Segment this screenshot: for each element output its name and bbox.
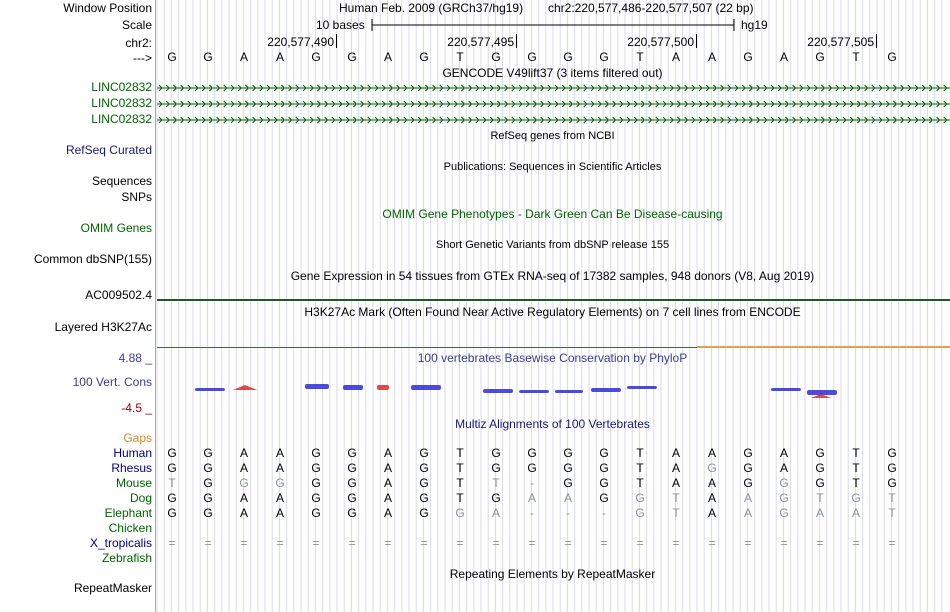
- phylop-score-glyph: [305, 384, 329, 389]
- aligned-base: G: [887, 461, 897, 475]
- aligned-base: T: [852, 476, 860, 490]
- aligned-base: G: [707, 461, 717, 475]
- phylop-track-label[interactable]: 100 Vert. Cons: [72, 375, 152, 389]
- aligned-base: G: [203, 476, 213, 490]
- dbsnp-track-title[interactable]: Short Genetic Variants from dbSNP release 155: [435, 239, 670, 251]
- species-label[interactable]: Dog: [129, 491, 152, 505]
- h3k27ac-signal-baseline: [157, 347, 697, 348]
- aligned-base: T: [492, 476, 500, 490]
- aligned-base: G: [347, 491, 357, 505]
- reference-base: A: [383, 50, 392, 64]
- reference-base: G: [815, 50, 825, 64]
- aligned-base: G: [599, 491, 609, 505]
- aligned-base: G: [491, 461, 501, 475]
- aligned-base: G: [635, 491, 645, 505]
- aligned-base: G: [419, 461, 429, 475]
- species-label[interactable]: Mouse: [115, 476, 152, 490]
- publications-snps-label[interactable]: SNPs: [121, 190, 152, 204]
- aligned-base: G: [347, 461, 357, 475]
- aligned-base: =: [384, 536, 392, 550]
- reference-base: G: [347, 50, 357, 64]
- aligned-base: A: [671, 446, 680, 460]
- aligned-base: T: [816, 491, 824, 505]
- aligned-base: G: [347, 506, 357, 520]
- omim-track-label[interactable]: OMIM Genes: [80, 221, 152, 235]
- aligned-base: =: [420, 536, 428, 550]
- repeatmasker-track-label[interactable]: RepeatMasker: [73, 581, 152, 595]
- aligned-base: T: [456, 476, 464, 490]
- gencode-gene-features[interactable]: [157, 80, 950, 128]
- aligned-base: G: [419, 446, 429, 460]
- aligned-base: A: [851, 506, 860, 520]
- aligned-base: G: [563, 446, 573, 460]
- aligned-base: G: [311, 461, 321, 475]
- phylop-track-title[interactable]: 100 vertebrates Basewise Conservation by PhyloP: [417, 351, 688, 365]
- strand-label: --->: [133, 51, 152, 65]
- phylop-score-glyph: [519, 390, 549, 393]
- reference-base: T: [636, 50, 644, 64]
- aligned-base: G: [491, 446, 501, 460]
- aligned-base: G: [275, 476, 285, 490]
- aligned-base: T: [852, 446, 860, 460]
- reference-base: G: [491, 50, 501, 64]
- aligned-base: G: [455, 506, 465, 520]
- aligned-base: G: [779, 491, 789, 505]
- coordinate-tick-label: 220,577,495: [447, 35, 514, 49]
- aligned-base: A: [707, 506, 716, 520]
- aligned-base: =: [492, 536, 500, 550]
- reference-base: T: [852, 50, 860, 64]
- aligned-base: A: [707, 476, 716, 490]
- reference-base: G: [167, 50, 177, 64]
- aligned-base: A: [779, 446, 788, 460]
- reference-base: G: [311, 50, 321, 64]
- phylop-min-label: -4.5 _: [121, 401, 152, 415]
- dbsnp-track-label[interactable]: Common dbSNP(155): [33, 252, 152, 266]
- aligned-base: =: [672, 536, 680, 550]
- aligned-base: G: [203, 446, 213, 460]
- chrom-label[interactable]: chr2:: [125, 36, 152, 50]
- species-label[interactable]: X_tropicalis: [89, 536, 152, 550]
- h3k27ac-signal-segment: [697, 346, 950, 348]
- gencode-item-label[interactable]: LINC02832: [91, 112, 152, 126]
- multiz-track-title[interactable]: Multiz Alignments of 100 Vertebrates: [455, 417, 650, 431]
- aligned-base: T: [888, 491, 896, 505]
- publications-sequences-label[interactable]: Sequences: [91, 174, 152, 188]
- aligned-base: G: [743, 446, 753, 460]
- aligned-base: =: [744, 536, 752, 550]
- aligned-base: G: [815, 446, 825, 460]
- aligned-base: A: [743, 506, 752, 520]
- aligned-base: G: [167, 446, 177, 460]
- species-label[interactable]: Chicken: [108, 521, 152, 535]
- aligned-base: -: [530, 506, 534, 520]
- aligned-base: T: [636, 461, 644, 475]
- species-label[interactable]: Rhesus: [111, 461, 152, 475]
- aligned-base: G: [815, 476, 825, 490]
- aligned-base: G: [419, 476, 429, 490]
- aligned-base: =: [780, 536, 788, 550]
- coordinate-tick-mark: [876, 34, 877, 48]
- reference-base: A: [779, 50, 788, 64]
- aligned-base: A: [707, 446, 716, 460]
- aligned-base: G: [311, 491, 321, 505]
- reference-base: G: [419, 50, 429, 64]
- aligned-base: A: [671, 461, 680, 475]
- aligned-base: =: [600, 536, 608, 550]
- aligned-base: A: [383, 461, 392, 475]
- aligned-base: A: [779, 461, 788, 475]
- coordinate-tick-label: 220,577,505: [807, 35, 874, 49]
- aligned-base: A: [383, 491, 392, 505]
- gtex-gene-bar[interactable]: [157, 299, 950, 301]
- aligned-base: =: [204, 536, 212, 550]
- aligned-base: G: [815, 461, 825, 475]
- coordinate-tick-mark: [516, 34, 517, 48]
- h3k27ac-track-label[interactable]: Layered H3K27Ac: [54, 320, 152, 334]
- aligned-base: G: [779, 476, 789, 490]
- aligned-base: T: [852, 461, 860, 475]
- aligned-base: T: [168, 476, 176, 490]
- aligned-base: G: [563, 476, 573, 490]
- scale-label[interactable]: Scale: [121, 18, 152, 32]
- scale-db: hg19: [741, 18, 768, 32]
- aligned-base: G: [311, 506, 321, 520]
- aligned-base: G: [635, 506, 645, 520]
- reference-base: G: [887, 50, 897, 64]
- coordinate-tick-mark: [336, 34, 337, 48]
- aligned-base: G: [743, 461, 753, 475]
- coordinate-tick-label: 220,577,500: [627, 35, 694, 49]
- aligned-base: A: [527, 491, 536, 505]
- aligned-base: =: [276, 536, 284, 550]
- aligned-base: G: [563, 461, 573, 475]
- aligned-base: G: [887, 446, 897, 460]
- gtex-track-title[interactable]: Gene Expression in 54 tissues from GTEx RNA-seq of 17382 samples, 948 donors (V8, Aug 2019): [290, 269, 815, 283]
- aligned-base: G: [419, 491, 429, 505]
- phylop-score-glyph: [483, 389, 513, 393]
- aligned-base: =: [312, 536, 320, 550]
- aligned-base: A: [275, 491, 284, 505]
- aligned-base: T: [456, 461, 464, 475]
- aligned-base: =: [348, 536, 356, 550]
- repeatmasker-track-title[interactable]: Repeating Elements by RepeatMasker: [449, 567, 656, 581]
- scale-bar: [370, 17, 736, 33]
- aligned-base: G: [743, 476, 753, 490]
- reference-base: G: [203, 50, 213, 64]
- aligned-base: G: [239, 476, 249, 490]
- phylop-score-glyph: [627, 386, 657, 389]
- aligned-base: G: [779, 506, 789, 520]
- aligned-base: -: [602, 506, 606, 520]
- refseq-track-title[interactable]: RefSeq genes from NCBI: [490, 130, 615, 142]
- coordinate-tick-mark: [696, 34, 697, 48]
- gtex-gene-label[interactable]: AC009502.4: [85, 288, 152, 302]
- aligned-base: G: [527, 461, 537, 475]
- aligned-base: T: [636, 446, 644, 460]
- aligned-base: T: [888, 506, 896, 520]
- aligned-base: G: [167, 491, 177, 505]
- phylop-score-glyph: [233, 385, 257, 390]
- aligned-base: G: [599, 446, 609, 460]
- h3k27ac-track-title[interactable]: H3K27Ac Mark (Often Found Near Active Regulatory Elements) on 7 cell lines from ENCODE: [304, 305, 801, 319]
- aligned-base: T: [672, 491, 680, 505]
- gencode-item-label[interactable]: LINC02832: [91, 80, 152, 94]
- reference-base: G: [563, 50, 573, 64]
- phylop-score-glyph: [343, 385, 363, 390]
- aligned-base: A: [239, 461, 248, 475]
- aligned-base: T: [672, 506, 680, 520]
- phylop-score-glyph: [411, 385, 441, 390]
- aligned-base: G: [203, 491, 213, 505]
- species-label[interactable]: Zebrafish: [101, 551, 152, 565]
- aligned-base: =: [852, 536, 860, 550]
- aligned-base: =: [708, 536, 716, 550]
- aligned-base: G: [599, 461, 609, 475]
- aligned-base: -: [530, 476, 534, 490]
- aligned-base: =: [528, 536, 536, 550]
- assembly-title: Human Feb. 2009 (GRCh37/hg19): [339, 1, 524, 15]
- aligned-base: =: [564, 536, 572, 550]
- refseq-track-label[interactable]: RefSeq Curated: [65, 143, 152, 157]
- aligned-base: G: [347, 476, 357, 490]
- reference-base: G: [599, 50, 609, 64]
- reference-base: A: [275, 50, 284, 64]
- aligned-base: G: [347, 446, 357, 460]
- aligned-base: A: [707, 491, 716, 505]
- aligned-base: G: [527, 446, 537, 460]
- gencode-item-label[interactable]: LINC02832: [91, 96, 152, 110]
- aligned-base: A: [275, 506, 284, 520]
- gencode-track-title[interactable]: GENCODE V49lift37 (3 items filtered out): [442, 66, 663, 80]
- species-label[interactable]: Human: [113, 446, 152, 460]
- aligned-base: A: [671, 476, 680, 490]
- aligned-base: G: [887, 476, 897, 490]
- publications-track-title[interactable]: Publications: Sequences in Scientific Articles: [443, 161, 662, 173]
- phylop-max-label: 4.88 _: [118, 351, 152, 365]
- reference-base: G: [527, 50, 537, 64]
- phylop-score-glyph: [807, 390, 837, 395]
- aligned-base: G: [311, 446, 321, 460]
- aligned-base: =: [240, 536, 248, 550]
- phylop-score-glyph: [555, 390, 583, 393]
- aligned-base: G: [203, 461, 213, 475]
- reference-base: A: [707, 50, 716, 64]
- aligned-base: A: [383, 476, 392, 490]
- aligned-base: A: [239, 491, 248, 505]
- position-range: chr2:220,577,486-220,577,507 (22 bp): [548, 1, 754, 15]
- aligned-base: T: [456, 446, 464, 460]
- aligned-base: =: [456, 536, 464, 550]
- aligned-base: G: [599, 476, 609, 490]
- aligned-base: A: [239, 446, 248, 460]
- aligned-base: G: [419, 506, 429, 520]
- aligned-base: G: [491, 491, 501, 505]
- aligned-base: A: [743, 491, 752, 505]
- reference-base: G: [743, 50, 753, 64]
- aligned-base: A: [239, 506, 248, 520]
- aligned-base: =: [888, 536, 896, 550]
- coordinate-tick-label: 220,577,490: [267, 35, 334, 49]
- aligned-base: T: [636, 476, 644, 490]
- aligned-base: G: [311, 476, 321, 490]
- window-position-label[interactable]: Window Position: [63, 1, 152, 15]
- phylop-score-glyph: [591, 388, 621, 392]
- aligned-base: A: [491, 506, 500, 520]
- aligned-base: A: [383, 446, 392, 460]
- phylop-score-glyph: [195, 388, 225, 391]
- phylop-conservation-plot[interactable]: [157, 378, 950, 404]
- scale-bases-text: 10 bases: [316, 18, 365, 32]
- reference-base: A: [239, 50, 248, 64]
- multiz-gaps-label: Gaps: [123, 431, 152, 445]
- species-label[interactable]: Elephant: [104, 506, 152, 520]
- aligned-base: G: [851, 491, 861, 505]
- aligned-base: G: [167, 506, 177, 520]
- phylop-score-glyph: [377, 385, 389, 390]
- aligned-base: A: [275, 446, 284, 460]
- aligned-base: A: [815, 506, 824, 520]
- aligned-base: =: [168, 536, 176, 550]
- phylop-score-glyph: [771, 388, 801, 391]
- aligned-base: A: [383, 506, 392, 520]
- aligned-base: A: [275, 461, 284, 475]
- reference-base: T: [456, 50, 464, 64]
- aligned-base: G: [203, 506, 213, 520]
- aligned-base: -: [566, 506, 570, 520]
- aligned-base: =: [636, 536, 644, 550]
- reference-base: A: [671, 50, 680, 64]
- aligned-base: A: [563, 491, 572, 505]
- aligned-base: T: [456, 491, 464, 505]
- aligned-base: G: [167, 461, 177, 475]
- omim-track-title[interactable]: OMIM Gene Phenotypes - Dark Green Can Be Disease-causing: [382, 207, 723, 221]
- aligned-base: =: [816, 536, 824, 550]
